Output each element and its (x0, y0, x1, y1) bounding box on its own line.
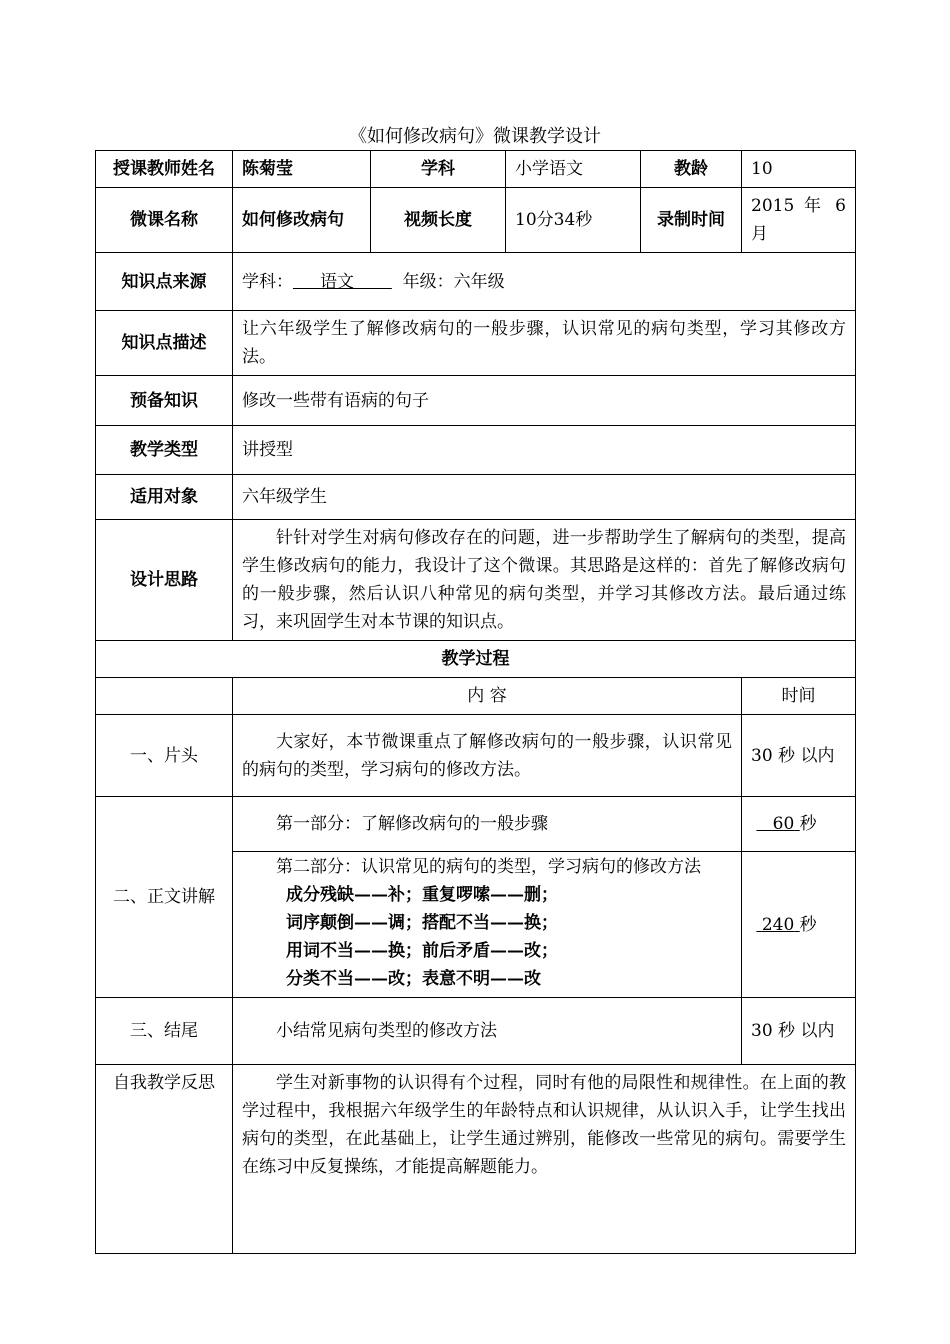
row-audience (96, 475, 856, 520)
subject-value: 小学语文 (506, 151, 641, 188)
intro-label: 一、片头 (96, 715, 233, 797)
error-type-line-2: 词序颠倒——调；搭配不当——换； (286, 913, 558, 933)
teach-type-value: 讲授型 (233, 426, 856, 475)
description-label: 知识点描述 (96, 311, 233, 376)
document-title: 《如何修改病句》微课教学设计 (349, 126, 601, 147)
source-subject-value: 语文 (320, 271, 355, 292)
video-length-label: 视频长度 (371, 188, 506, 253)
record-time-value: 2015 年 6 月 (742, 188, 856, 253)
row-reflection (96, 1065, 856, 1254)
intro-time: 30 秒 以内 (742, 715, 856, 797)
subject-label: 学科 (371, 151, 506, 188)
reflection-label: 自我教学反思 (96, 1065, 233, 1254)
process-heading: 教学过程 (96, 641, 856, 678)
body-part2-intro: 第二部分：认识常见的病句的类型，学习病句的修改方法 (276, 857, 701, 877)
course-name-value: 如何修改病句 (233, 188, 371, 253)
source-grade: 年级：六年级 (402, 271, 505, 292)
description-value: 让六年级学生了解修改病句的一般步骤，认识常见的病句类型，学习其修改方法。 (233, 311, 856, 376)
reflection-value: 学生对新事物的认识得有个过程，同时有他的局限性和规律性。在上面的教学过程中，我根据六年级学生的年龄特点和认识规律，从认识入手，让学生找出病句的类型，在此基础上，让学生通过辨别，能修改一些常见的病句。需要学生在练习中反复操练，才能提高解题能力。 (233, 1065, 856, 1254)
body-part2-time: 240 秒 (742, 852, 856, 998)
row-description (96, 311, 856, 376)
row-process-heading (96, 641, 856, 678)
time-column-header: 时间 (742, 678, 856, 715)
teacher-value: 陈菊莹 (233, 151, 371, 188)
teaching-age-value: 10 (742, 151, 856, 188)
row-teacher (96, 151, 856, 188)
row-prereq (96, 376, 856, 426)
ending-label: 三、结尾 (96, 998, 233, 1065)
prereq-value: 修改一些带有语病的句子 (233, 376, 856, 426)
source-subject-prefix: 学科： (242, 271, 293, 292)
row-process-columns (96, 678, 856, 715)
row-design (96, 520, 856, 641)
teaching-age-label: 教龄 (641, 151, 742, 188)
intro-content: 大家好，本节微课重点了解修改病句的一般步骤，认识常见的病句的类型，学习病句的修改方法。 (233, 715, 742, 797)
design-label: 设计思路 (96, 520, 233, 641)
row-body-part1 (96, 797, 856, 852)
prereq-label: 预备知识 (96, 376, 233, 426)
row-course (96, 188, 856, 253)
source-label: 知识点来源 (96, 253, 233, 311)
source-value (233, 253, 856, 311)
audience-value: 六年级学生 (233, 475, 856, 520)
design-value: 针针对学生对病句修改存在的问题，进一步帮助学生了解病句的类型，提高学生修改病句的能力，我设计了这个微课。其思路是这样的：首先了解修改病句的一般步骤，然后认识八种常见的病句类型，并学习其修改方法。最后通过练习，来巩固学生对本节课的知识点。 (233, 520, 856, 641)
ending-content: 小结常见病句类型的修改方法 (233, 998, 742, 1065)
course-name-label: 微课名称 (96, 188, 233, 253)
lesson-design-table (95, 150, 856, 1254)
row-intro (96, 715, 856, 797)
body-part1-content: 第一部分：了解修改病句的一般步骤 (233, 797, 742, 852)
process-corner (96, 678, 233, 715)
row-teach-type (96, 426, 856, 475)
teach-type-label: 教学类型 (96, 426, 233, 475)
teacher-label: 授课教师姓名 (96, 151, 233, 188)
row-ending (96, 998, 856, 1065)
body-part2-content (233, 852, 742, 998)
error-type-line-3: 用词不当——换；前后矛盾——改； (286, 941, 558, 961)
record-time-label: 录制时间 (641, 188, 742, 253)
error-type-line-4: 分类不当——改；表意不明——改 (286, 969, 541, 989)
audience-label: 适用对象 (96, 475, 233, 520)
body-part1-time-value: 60 (772, 814, 795, 834)
body-label: 二、正文讲解 (96, 797, 233, 998)
ending-time: 30 秒 以内 (742, 998, 856, 1065)
video-length-value: 10分34秒 (506, 188, 641, 253)
body-part1-time: 60 秒 (742, 797, 856, 852)
error-type-line-1: 成分残缺——补；重复啰嗦——删； (286, 885, 558, 905)
body-part2-time-value: 240 (761, 914, 795, 935)
content-column-header: 内 容 (233, 678, 742, 715)
row-source (96, 253, 856, 311)
